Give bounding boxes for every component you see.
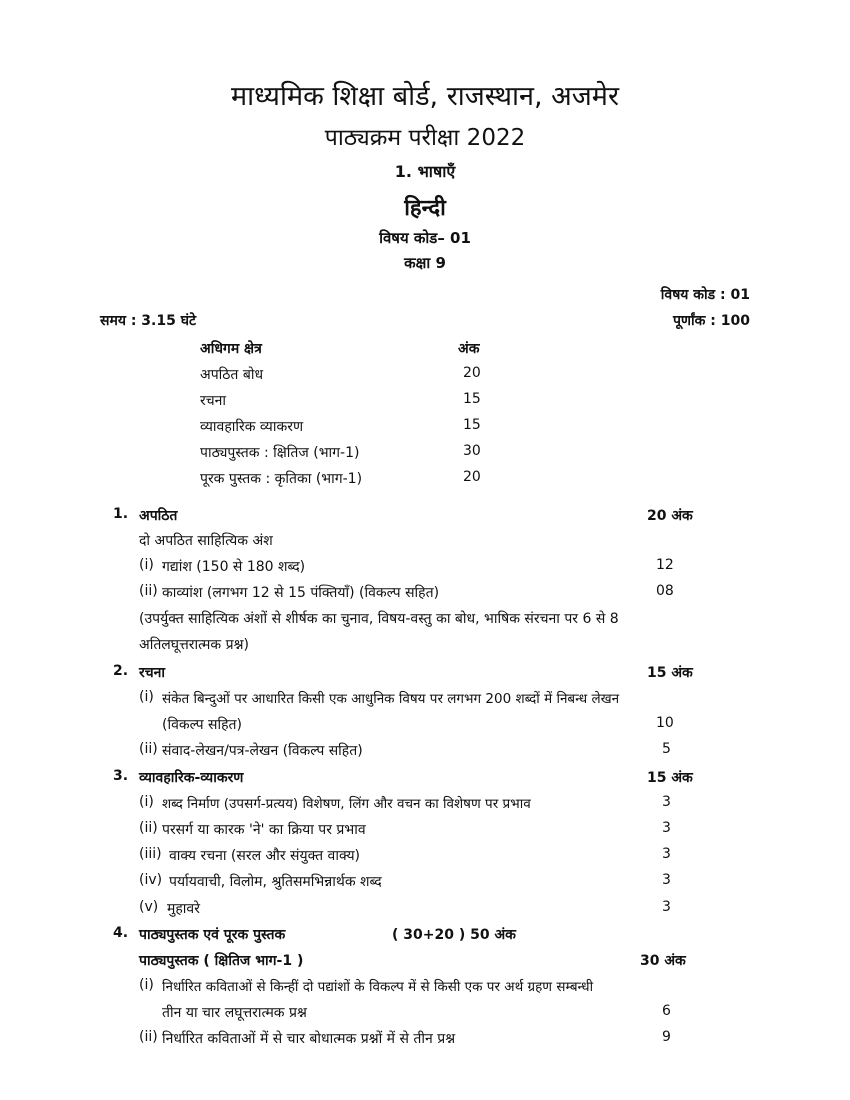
item-marks: 6: [662, 1003, 671, 1019]
item-marks: 3: [662, 872, 671, 888]
areas-row: [0, 365, 850, 389]
section-marks: 20 अंक: [647, 508, 693, 524]
list-item: [0, 899, 850, 923]
list-item: [0, 689, 850, 713]
section-title: रचना: [139, 665, 166, 681]
intro-text: दो अपठित साहित्यिक अंश: [139, 533, 273, 549]
item-label: (ii): [139, 820, 158, 836]
areas-row: [0, 417, 850, 441]
item-text: निर्धारित कविताओं में से चार बोधात्मक प्रश्नों में से तीन प्रश्न: [162, 1031, 456, 1047]
section-combined-marks: ( 30+20 ) 50 अंक: [392, 927, 516, 943]
subject-code-heading: विषय कोड– 01: [379, 229, 471, 247]
area-marks: 20: [463, 365, 481, 381]
area-name: पाठ्यपुस्तक : क्षितिज (भाग-1): [200, 445, 360, 461]
item-text: परसर्ग या कारक 'ने' का क्रिया पर प्रभाव: [162, 822, 366, 838]
list-item: [0, 794, 850, 818]
section-title: पाठ्यपुस्तक एवं पूरक पुस्तक: [139, 927, 286, 943]
areas-col-marks: अंक: [458, 341, 480, 357]
item-marks: 9: [662, 1029, 671, 1045]
section-2-heading: [0, 663, 850, 687]
item-text: मुहावरे: [167, 901, 200, 917]
section-1-intro: [0, 531, 850, 555]
list-item: [0, 557, 850, 581]
area-name: व्यावहारिक व्याकरण: [200, 419, 304, 435]
item-label: (i): [139, 977, 154, 993]
list-item-continued: [0, 715, 850, 739]
item-label: (i): [139, 794, 154, 810]
area-marks: 15: [463, 391, 481, 407]
item-marks: 5: [662, 741, 671, 757]
item-marks: 3: [662, 820, 671, 836]
item-text: तीन या चार लघूत्तरात्मक प्रश्न: [162, 1005, 307, 1021]
areas-row: [0, 469, 850, 493]
list-item: [0, 583, 850, 607]
section-number: 4.: [113, 925, 129, 941]
item-marks: 12: [656, 557, 674, 573]
item-label: (v): [139, 899, 159, 915]
subsection-heading: [0, 951, 850, 975]
item-text: पर्यायवाची, विलोम, श्रुतिसमभिन्नार्थक शब्द: [169, 874, 382, 890]
section-3-heading: [0, 768, 850, 792]
subsection-marks: 30 अंक: [640, 953, 686, 969]
section-4-heading: [0, 925, 850, 949]
item-marks: 08: [656, 583, 674, 599]
class-heading: कक्षा 9: [404, 254, 446, 272]
item-label: (iii): [139, 846, 162, 862]
item-text: शब्द निर्माण (उपसर्ग-प्रत्यय) विशेषण, लिंग और वचन का विशेषण पर प्रभाव: [162, 796, 531, 812]
section-1-note: [0, 609, 850, 633]
subsection-title: पाठ्यपुस्तक ( क्षितिज भाग-1 ): [139, 953, 304, 969]
item-label: (ii): [139, 741, 158, 757]
item-label: (ii): [139, 583, 158, 599]
item-label: (i): [139, 557, 154, 573]
exam-time: समय : 3.15 घंटे: [100, 313, 197, 329]
areas-row: [0, 443, 850, 467]
areas-header-row: [0, 339, 850, 363]
area-marks: 15: [463, 417, 481, 433]
list-item: [0, 846, 850, 870]
item-label: (iv): [139, 872, 163, 888]
list-item-continued: [0, 1003, 850, 1027]
note-text: (उपर्युक्त साहित्यिक अंशों से शीर्षक का चुनाव, विषय-वस्तु का बोध, भाषिक संरचना पर 6 से 8: [139, 611, 619, 627]
list-item: [0, 820, 850, 844]
item-text: (विकल्प सहित): [162, 717, 242, 733]
list-item: [0, 1029, 850, 1053]
item-label: (ii): [139, 1029, 158, 1045]
item-text: गद्यांश (150 से 180 शब्द): [162, 559, 306, 575]
section-marks: 15 अंक: [647, 665, 693, 681]
category-heading: 1. भाषाएँ: [394, 162, 456, 181]
section-number: 3.: [113, 768, 129, 784]
list-item: [0, 977, 850, 1001]
section-title: व्यावहारिक-व्याकरण: [139, 770, 244, 786]
item-marks: 3: [662, 794, 671, 810]
area-name: पूरक पुस्तक : कृतिका (भाग-1): [200, 471, 363, 487]
board-title: माध्यमिक शिक्षा बोर्ड, राजस्थान, अजमेर: [231, 81, 619, 112]
section-marks: 15 अंक: [647, 770, 693, 786]
section-1-heading: [0, 506, 850, 530]
note-text: अतिलघूत्तरात्मक प्रश्न): [139, 637, 249, 653]
areas-row: [0, 391, 850, 415]
item-text: संवाद-लेखन/पत्र-लेखन (विकल्प सहित): [162, 743, 363, 759]
section-number: 1.: [113, 506, 129, 522]
exam-title: पाठ्यक्रम परीक्षा 2022: [324, 125, 526, 151]
section-1-note: [0, 635, 850, 659]
area-marks: 30: [463, 443, 481, 459]
area-name: रचना: [200, 393, 227, 409]
total-marks: पूर्णांक : 100: [672, 313, 750, 329]
item-text: वाक्य रचना (सरल और संयुक्त वाक्य): [169, 848, 361, 864]
area-name: अपठित बोध: [200, 367, 264, 383]
item-label: (i): [139, 689, 154, 705]
subject-heading: हिन्दी: [404, 196, 446, 221]
list-item: [0, 872, 850, 896]
item-text: काव्यांश (लगभग 12 से 15 पंक्तियाँ) (विकल्प सहित): [162, 585, 440, 601]
section-title: अपठित: [139, 508, 178, 524]
areas-col-area: अधिगम क्षेत्र: [200, 341, 262, 357]
area-marks: 20: [463, 469, 481, 485]
item-marks: 10: [656, 715, 674, 731]
list-item: [0, 741, 850, 765]
item-marks: 3: [662, 899, 671, 915]
item-text: निर्धारित कविताओं से किन्हीं दो पद्यांशों के विकल्प में से किसी एक पर अर्थ ग्रहण सम्बन्धी: [162, 979, 594, 995]
subject-code-right: विषय कोड : 01: [660, 287, 750, 303]
item-text: संकेत बिन्दुओं पर आधारित किसी एक आधुनिक विषय पर लगभग 200 शब्दों में निबन्ध लेखन: [162, 691, 620, 707]
section-number: 2.: [113, 663, 129, 679]
item-marks: 3: [662, 846, 671, 862]
